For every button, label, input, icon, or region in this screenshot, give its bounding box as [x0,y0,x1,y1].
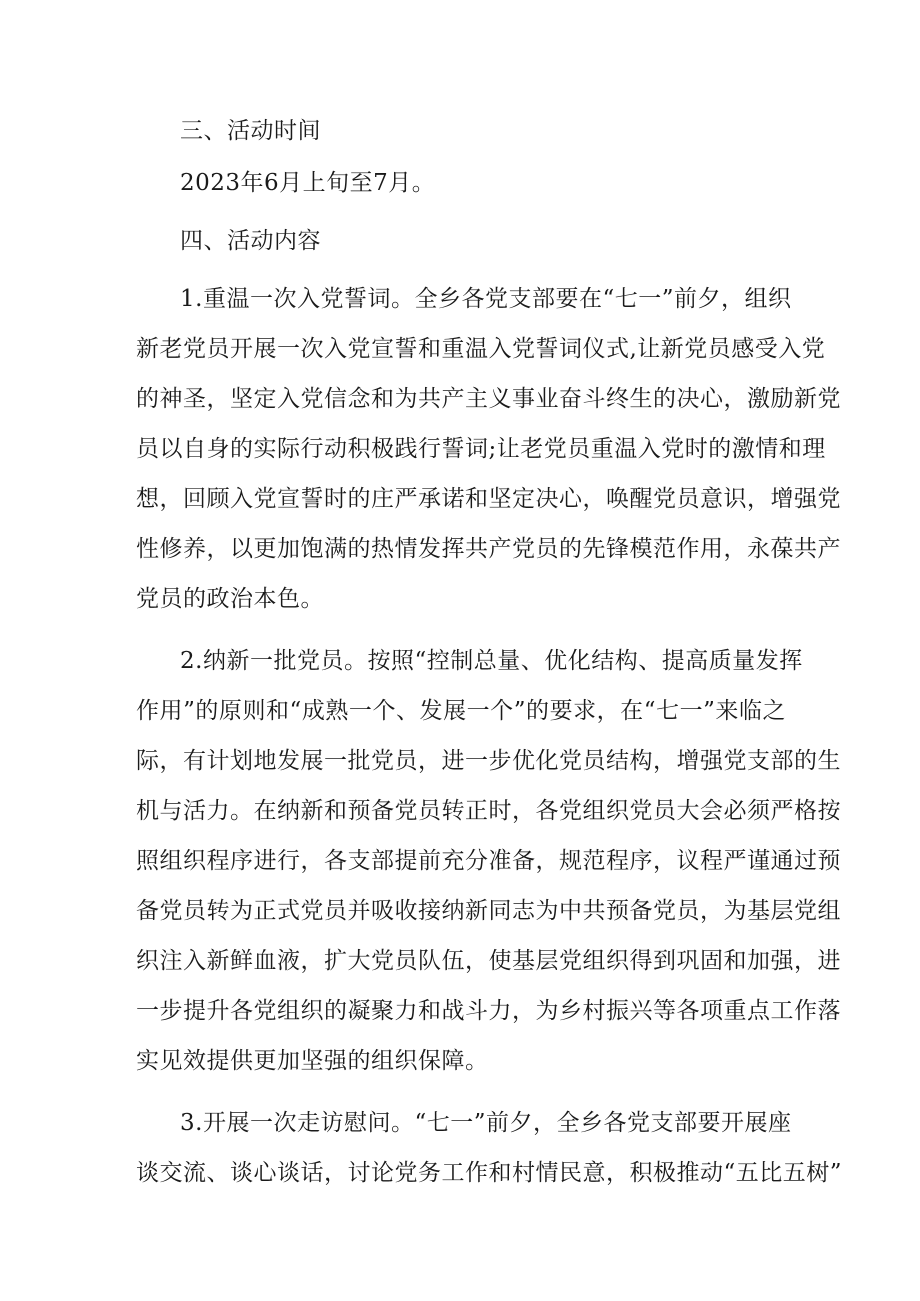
item2-line: 2.纳新一批党员。按照“控制总量、优化结构、提高质量发挥 [180,648,803,674]
item1-line: 1.重温一次入党誓词。全乡各党支部要在“七一”前夕，组织 [180,286,792,312]
item2-line: 作用”的原则和“成熟一个、发展一个”的要求，在“七一”来临之 [136,698,786,724]
item1-line: 的神圣，坚定入党信念和为共产主义事业奋斗终生的决心，激励新党 [136,386,841,412]
item3-line: 3.开展一次走访慰问。“七一”前夕，全乡各党支部要开展座 [180,1110,792,1136]
item1-line: 新老党员开展一次入党宣誓和重温入党誓词仪式,让新党员感受入党 [136,336,826,362]
item1-line: 想，回顾入党宣誓时的庄严承诺和坚定决心，唤醒党员意识，增强党 [136,486,841,512]
item1-line: 员以自身的实际行动积极践行誓词;让老党员重温入党时的激情和理 [136,436,826,462]
item2-line: 备党员转为正式党员并吸收接纳新同志为中共预备党员，为基层党组 [136,898,841,924]
item2-line: 实见效提供更加坚强的组织保障。 [136,1048,489,1074]
item2-line: 照组织程序进行，各支部提前充分准备，规范程序，议程严谨通过预 [136,848,841,874]
item2-line: 际，有计划地发展一批党员，进一步优化党员结构，增强党支部的生 [136,748,841,774]
item1-line: 党员的政治本色。 [136,586,324,612]
section-heading-activity-content: 四、活动内容 [180,228,321,254]
item2-line: 织注入新鲜血液，扩大党员队伍，使基层党组织得到巩固和加强，进 [136,948,841,974]
item3-line: 谈交流、谈心谈话，讨论党务工作和村情民意，积极推动“五比五树” [136,1160,843,1186]
item1-line: 性修养，以更加饱满的热情发挥共产党员的先锋模范作用，永葆共产 [136,536,841,562]
item2-line: 一步提升各党组织的凝聚力和战斗力，为乡村振兴等各项重点工作落 [136,998,841,1024]
section-heading-activity-time: 三、活动时间 [180,118,321,144]
item2-line: 机与活力。在纳新和预备党员转正时，各党组织党员大会必须严格按 [136,798,841,824]
activity-time-text: 2023年6月上旬至7月。 [180,170,436,196]
